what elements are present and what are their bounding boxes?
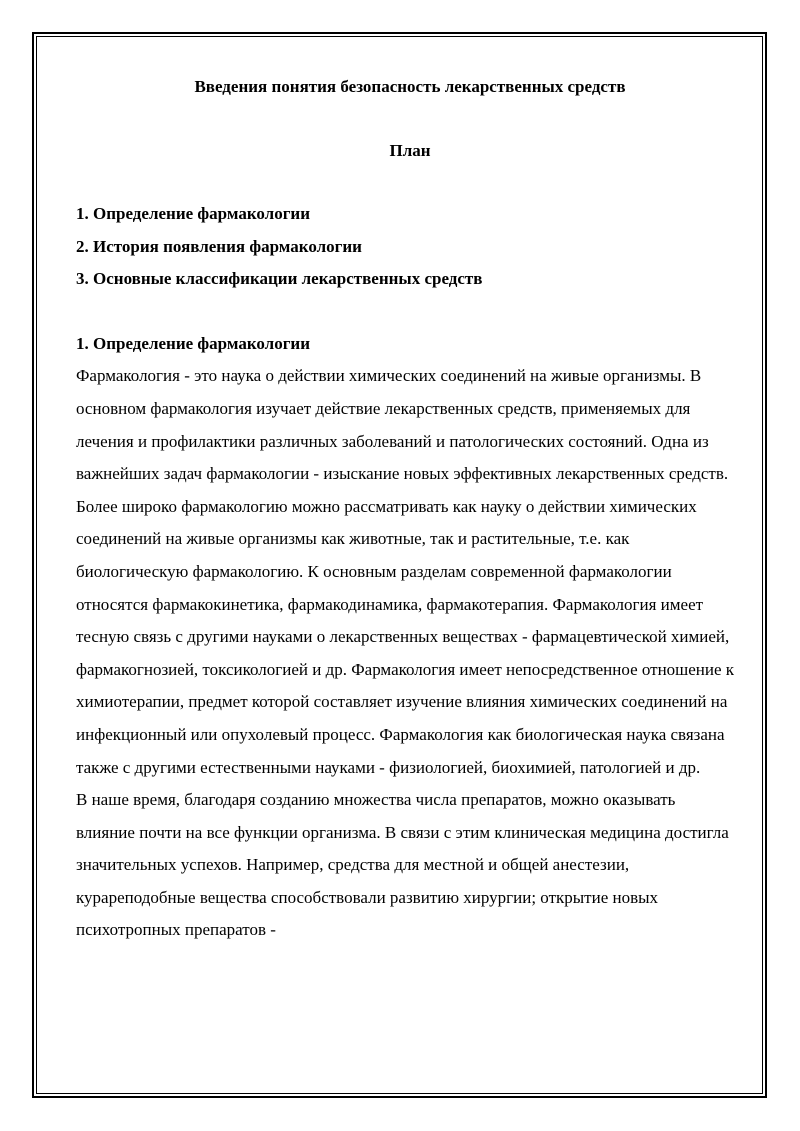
section-heading: 1. Определение фармакологии [76, 333, 311, 353]
plan-item: 1. Определение фармакологии [76, 204, 311, 223]
body-paragraph: Более широко фармакологию можно рассматривать как науку о действии химических соединений на живые организмы как животные, так и растительные, т.е. как биологическую фармакологию. К основным разделам современной фармакологии относятся фармакокинетика, фармакодинамика, фармакотерапия. Фармакология имеет тесную связь с другими науками о лекарственных веществах - фармацевтической химией, фармакогнозией, токсикологией и др. Фармакология имеет непосредственное отношение к химиотерапии, предмет которой составляет изучение влияния химических соединений на инфекционный или опухолевый процесс. Фармакология как биологическая наука связана также с другими естественными науками - физиологией, биохимией, патологией и др. [76, 496, 735, 777]
document-title: Введения понятия безопасность лекарственных средств [194, 77, 626, 96]
body-paragraph: Фармакология - это наука о действии химических соединений на живые организмы. В основном фармакология изучает действие лекарственных средств, применяемых для лечения и профилактики различных заболеваний и патологических состояний. Одна из важнейших задач фармакологии - изыскание новых эффективных лекарственных средств. [76, 366, 729, 484]
plan-item: 3. Основные классификации лекарственных средств [76, 269, 483, 289]
plan-list [76, 198, 736, 296]
plan-item: 2. История появления фармакологии [76, 236, 362, 256]
body-paragraph: В наше время, благодаря созданию множества числа препаратов, можно оказывать влияние почти на все функции организма. В связи с этим клиническая медицина достигла значительных успехов. Например, средства для местной и общей анестезии, курареподобные вещества способствовали развитию хирургии; открытие новых психотропных препаратов - [76, 790, 729, 940]
plan-heading: План [389, 141, 431, 160]
page-content [76, 70, 736, 947]
